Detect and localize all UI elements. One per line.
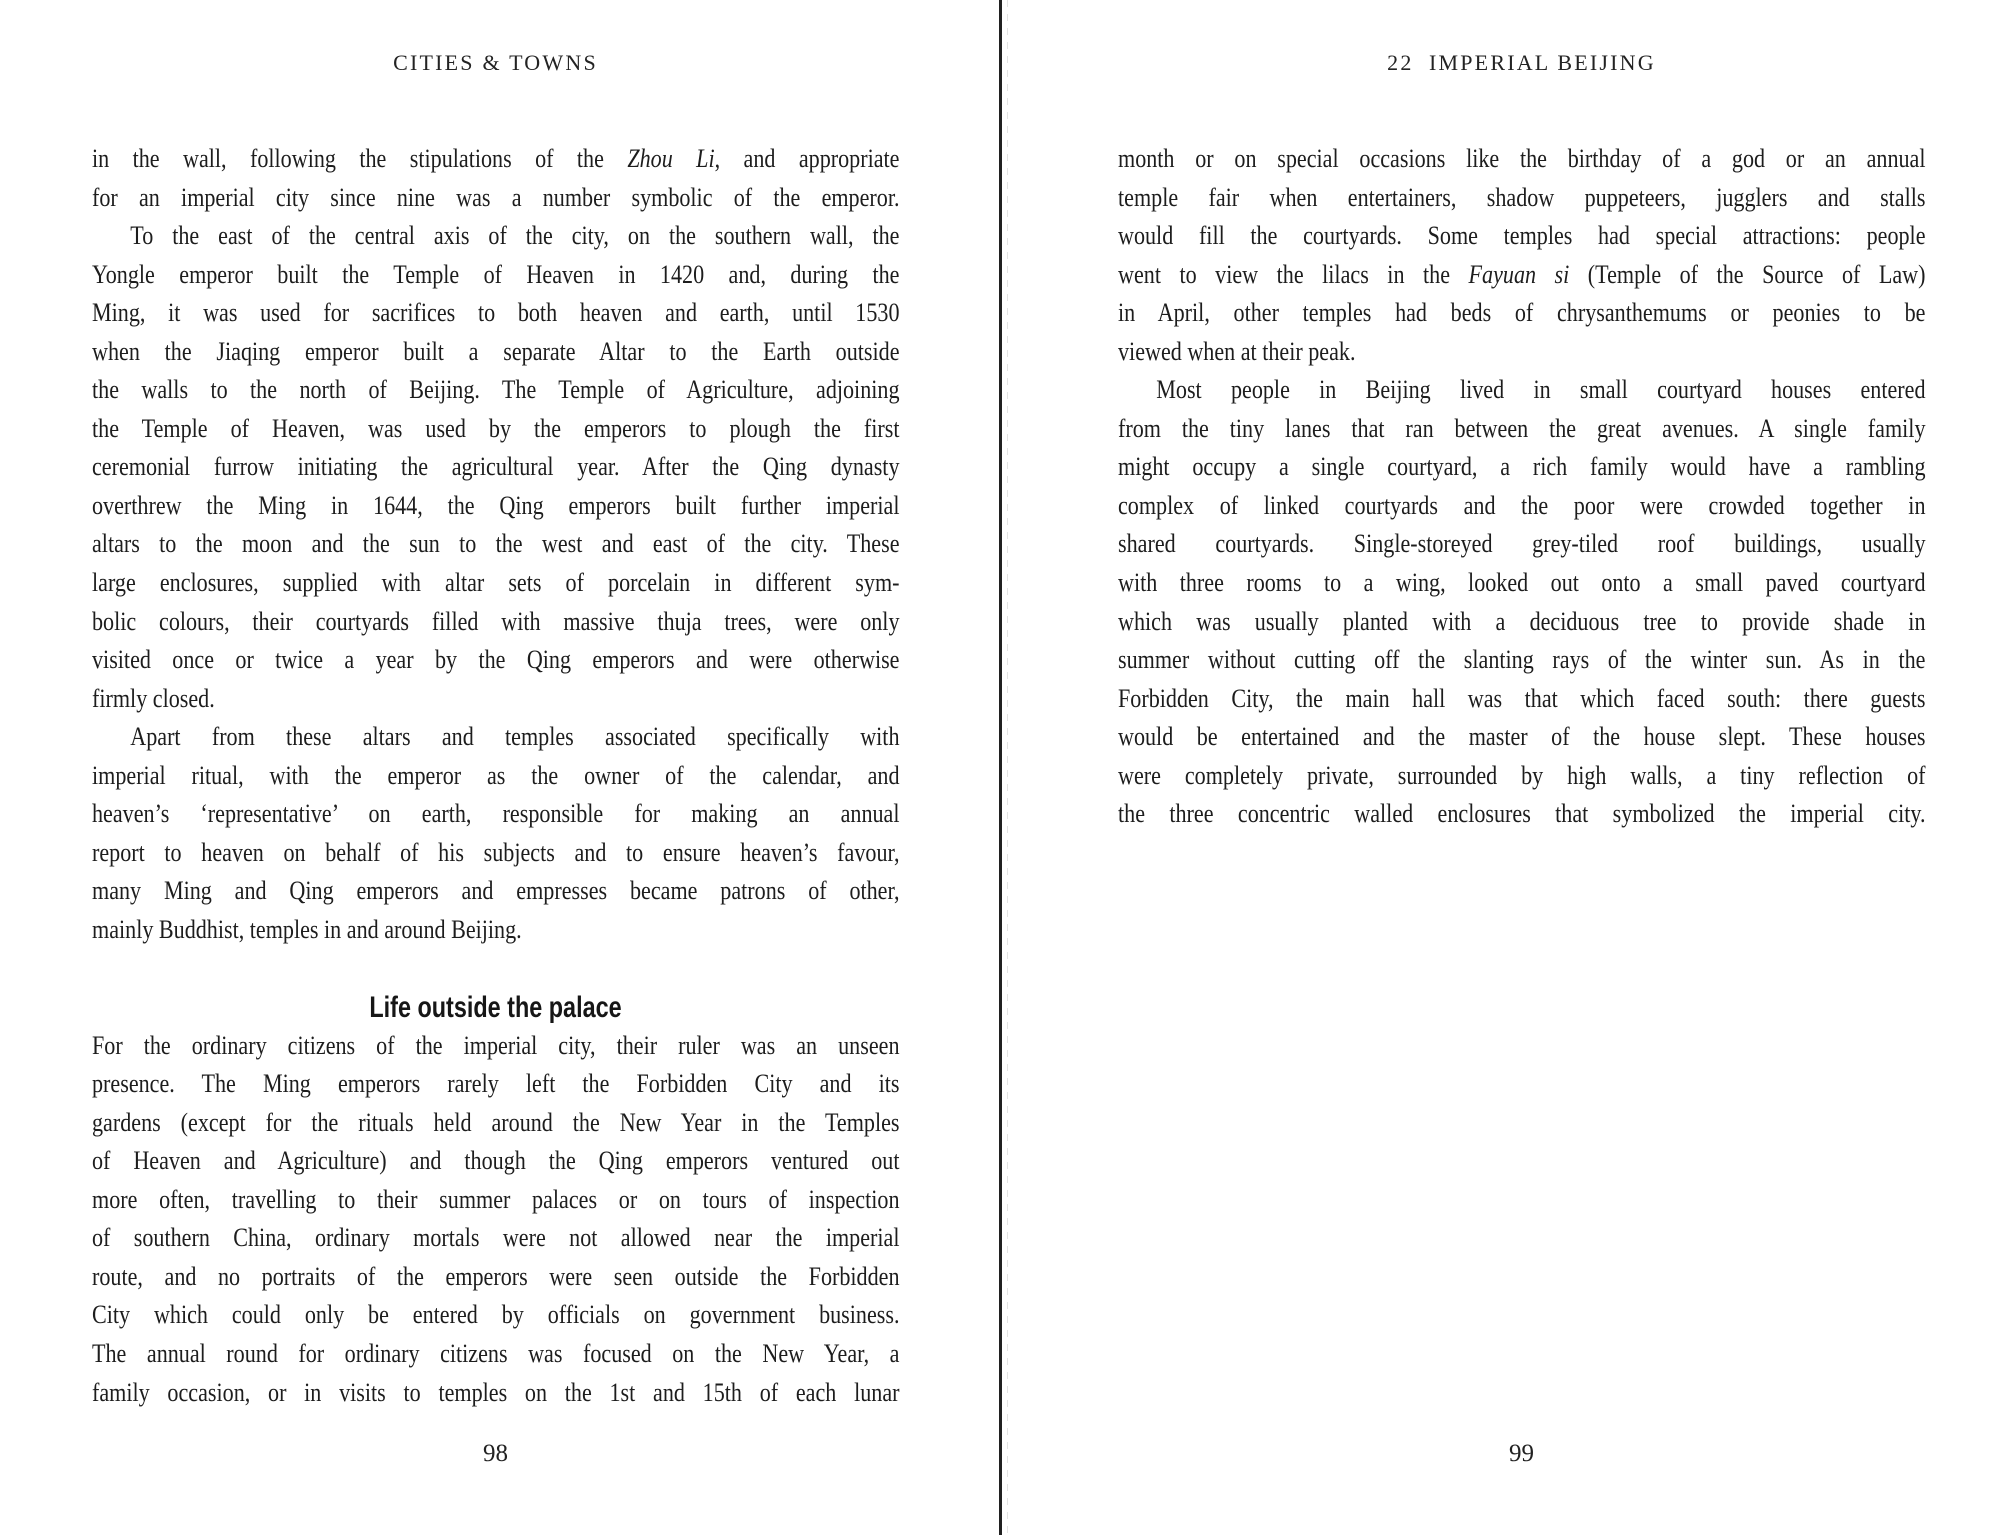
text-line: bolic colours, their courtyards filled with massive thuja trees, were only (92, 606, 900, 636)
left-page (92, 0, 899, 1535)
text-line: imperial ritual, with the emperor as the owner of the calendar, and (92, 760, 900, 790)
text-line: gardens (except for the rituals held around the New Year in the Temples (92, 1107, 900, 1137)
text-line: from the tiny lanes that ran between the great avenues. A single family (1118, 413, 1926, 443)
text-line: overthrew the Ming in 1644, the Qing emperors built further imperial (92, 490, 900, 520)
text-line: firmly closed. (92, 683, 215, 713)
page-number-left: 98 (483, 1440, 508, 1467)
text-line: heaven’s ‘representative’ on earth, responsible for making an annual (92, 799, 900, 829)
section-heading: Life outside the palace (369, 991, 622, 1025)
text-line: in the wall, following the stipulations of the Zhou Li, and appropriate (92, 144, 900, 173)
text-line: Forbidden City, the main hall was that which faced south: there guests (1118, 683, 1926, 713)
text-line: in April, other temples had beds of chrysanthemums or peonies to be (1118, 298, 1926, 328)
text-line: of Heaven and Agriculture) and though the Qing emperors ventured out (92, 1146, 900, 1176)
text-line: mainly Buddhist, temples in and around Beijing. (92, 914, 522, 944)
text-line: went to view the lilacs in the Fayuan si (Temple of the Source of Law) (1118, 259, 1926, 289)
text-line: the Temple of Heaven, was used by the emperors to plough the first (92, 413, 900, 443)
page-fold-line (1007, 0, 1008, 1535)
text-line: of southern China, ordinary mortals were not allowed near the imperial (92, 1223, 900, 1253)
text-line: route, and no portraits of the emperors were seen outside the Forbidden (92, 1261, 900, 1291)
text-line: report to heaven on behalf of his subjects and to ensure heaven’s favour, (92, 837, 900, 867)
text-line: temple fair when entertainers, shadow puppeteers, jugglers and stalls (1118, 182, 1926, 212)
text-line: complex of linked courtyards and the poor were crowded together in (1118, 490, 1926, 520)
text-line: for an imperial city since nine was a number symbolic of the emperor. (92, 182, 900, 212)
right-page (1118, 0, 1925, 1535)
text-line: summer without cutting off the slanting rays of the winter sun. As in the (1118, 645, 1926, 675)
text-line: Apart from these altars and temples associated specifically with (130, 722, 900, 752)
text-line: the three concentric walled enclosures that symbolized the imperial city. (1118, 799, 1926, 829)
text-line: presence. The Ming emperors rarely left the Forbidden City and its (92, 1069, 900, 1099)
text-line: the walls to the north of Beijing. The Temple of Agriculture, adjoining (92, 375, 900, 405)
text-line: would fill the courtyards. Some temples had special attractions: people (1118, 221, 1926, 251)
text-line: more often, travelling to their summer palaces or on tours of inspection (92, 1184, 900, 1214)
text-line: Yongle emperor built the Temple of Heaven in 1420 and, during the (92, 259, 900, 289)
running-head-right: 22 IMPERIAL BEIJING (1387, 50, 1656, 75)
text-line: For the ordinary citizens of the imperial city, their ruler was an unseen (92, 1030, 900, 1060)
text-line: altars to the moon and the sun to the west and east of the city. These (92, 529, 900, 559)
text-line: when the Jiaqing emperor built a separate Altar to the Earth outside (92, 336, 900, 366)
text-line: large enclosures, supplied with altar sets of porcelain in different sym- (92, 568, 900, 598)
text-line: visited once or twice a year by the Qing emperors and were otherwise (92, 645, 900, 675)
text-line: Most people in Beijing lived in small courtyard houses entered (1156, 375, 1926, 405)
text-line: The annual round for ordinary citizens was focused on the New Year, a (92, 1338, 900, 1368)
text-line: with three rooms to a wing, looked out onto a small paved courtyard (1118, 568, 1926, 598)
text-line: Ming, it was used for sacrifices to both heaven and earth, until 1530 (92, 298, 900, 328)
right-page-body (1118, 140, 1925, 834)
text-line: might occupy a single courtyard, a rich family would have a rambling (1118, 452, 1926, 482)
running-head-left: CITIES & TOWNS (393, 50, 598, 75)
text-line: ceremonial furrow initiating the agricultural year. After the Qing dynasty (92, 452, 900, 482)
text-line: would be entertained and the master of the house slept. These houses (1118, 722, 1926, 752)
left-page-body (92, 140, 899, 1412)
text-line: family occasion, or in visits to temples on the 1st and 15th of each lunar (92, 1377, 900, 1407)
text-line: shared courtyards. Single-storeyed grey-tiled roof buildings, usually (1118, 529, 1926, 559)
text-line: City which could only be entered by officials on government business. (92, 1300, 900, 1330)
text-line: which was usually planted with a deciduous tree to provide shade in (1118, 606, 1926, 636)
page-number-right: 99 (1509, 1440, 1534, 1467)
text-line: month or on special occasions like the birthday of a god or an annual (1118, 144, 1926, 173)
text-line: many Ming and Qing emperors and empresses became patrons of other, (92, 876, 900, 906)
gutter-divider-line (999, 0, 1002, 1535)
text-line: were completely private, surrounded by high walls, a tiny reflection of (1118, 760, 1926, 790)
text-line: To the east of the central axis of the city, on the southern wall, the (130, 221, 900, 251)
text-line: viewed when at their peak. (1118, 336, 1356, 366)
